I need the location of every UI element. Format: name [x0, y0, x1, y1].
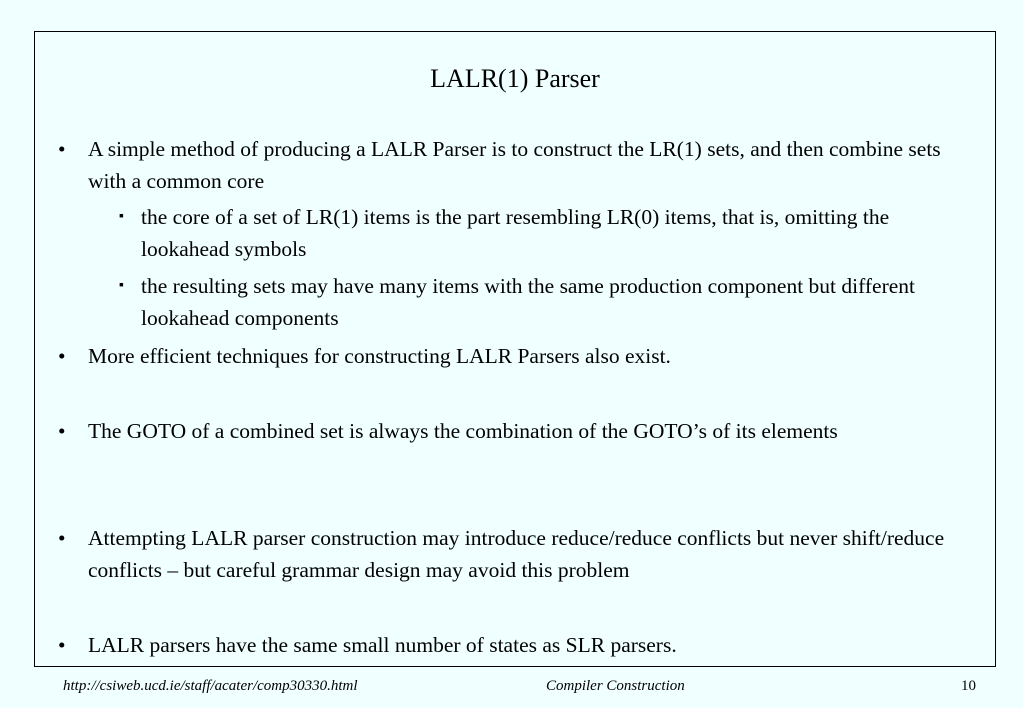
bullet-item [58, 133, 968, 197]
bullet-marker: • [58, 137, 66, 161]
footer-page-number: 10 [961, 678, 976, 694]
bullet-marker: • [58, 633, 66, 657]
bullet-marker: • [58, 419, 66, 443]
footer-course-title: Compiler Construction [546, 678, 685, 694]
bullet-marker: • [58, 344, 66, 368]
sub-bullet-text: the core of a set of LR(1) items is the part resembling LR(0) items, that is, omitting the lookahead symbols [141, 205, 890, 261]
sub-bullet-marker: ▪ [119, 278, 124, 293]
bullet-text: Attempting LALR parser construction may introduce reduce/reduce conflicts but never shift/reduce conflicts – but careful grammar design may avoid this problem [88, 526, 945, 582]
bullet-marker: • [58, 526, 66, 550]
sub-bullet-item [119, 270, 971, 334]
bullet-text: A simple method of producing a LALR Parser is to construct the LR(1) sets, and then combine sets with a common core [88, 137, 941, 193]
sub-bullet-marker: ▪ [119, 209, 124, 224]
bullet-item [58, 629, 968, 661]
bullet-item [58, 522, 968, 586]
slide-title: LALR(1) Parser [430, 64, 600, 93]
bullet-item [58, 415, 968, 447]
bullet-text: LALR parsers have the same small number of states as SLR parsers. [88, 633, 677, 657]
sub-bullet-text: the resulting sets may have many items with the same production component but different lookahead components [141, 274, 916, 330]
sub-bullet-item [119, 201, 971, 265]
bullet-text: More efficient techniques for constructing LALR Parsers also exist. [88, 344, 671, 368]
footer-url[interactable]: http://csiweb.ucd.ie/staff/acater/comp30330.html [63, 678, 358, 694]
bullet-text: The GOTO of a combined set is always the combination of the GOTO’s of its elements [88, 419, 838, 443]
bullet-item [58, 340, 968, 372]
